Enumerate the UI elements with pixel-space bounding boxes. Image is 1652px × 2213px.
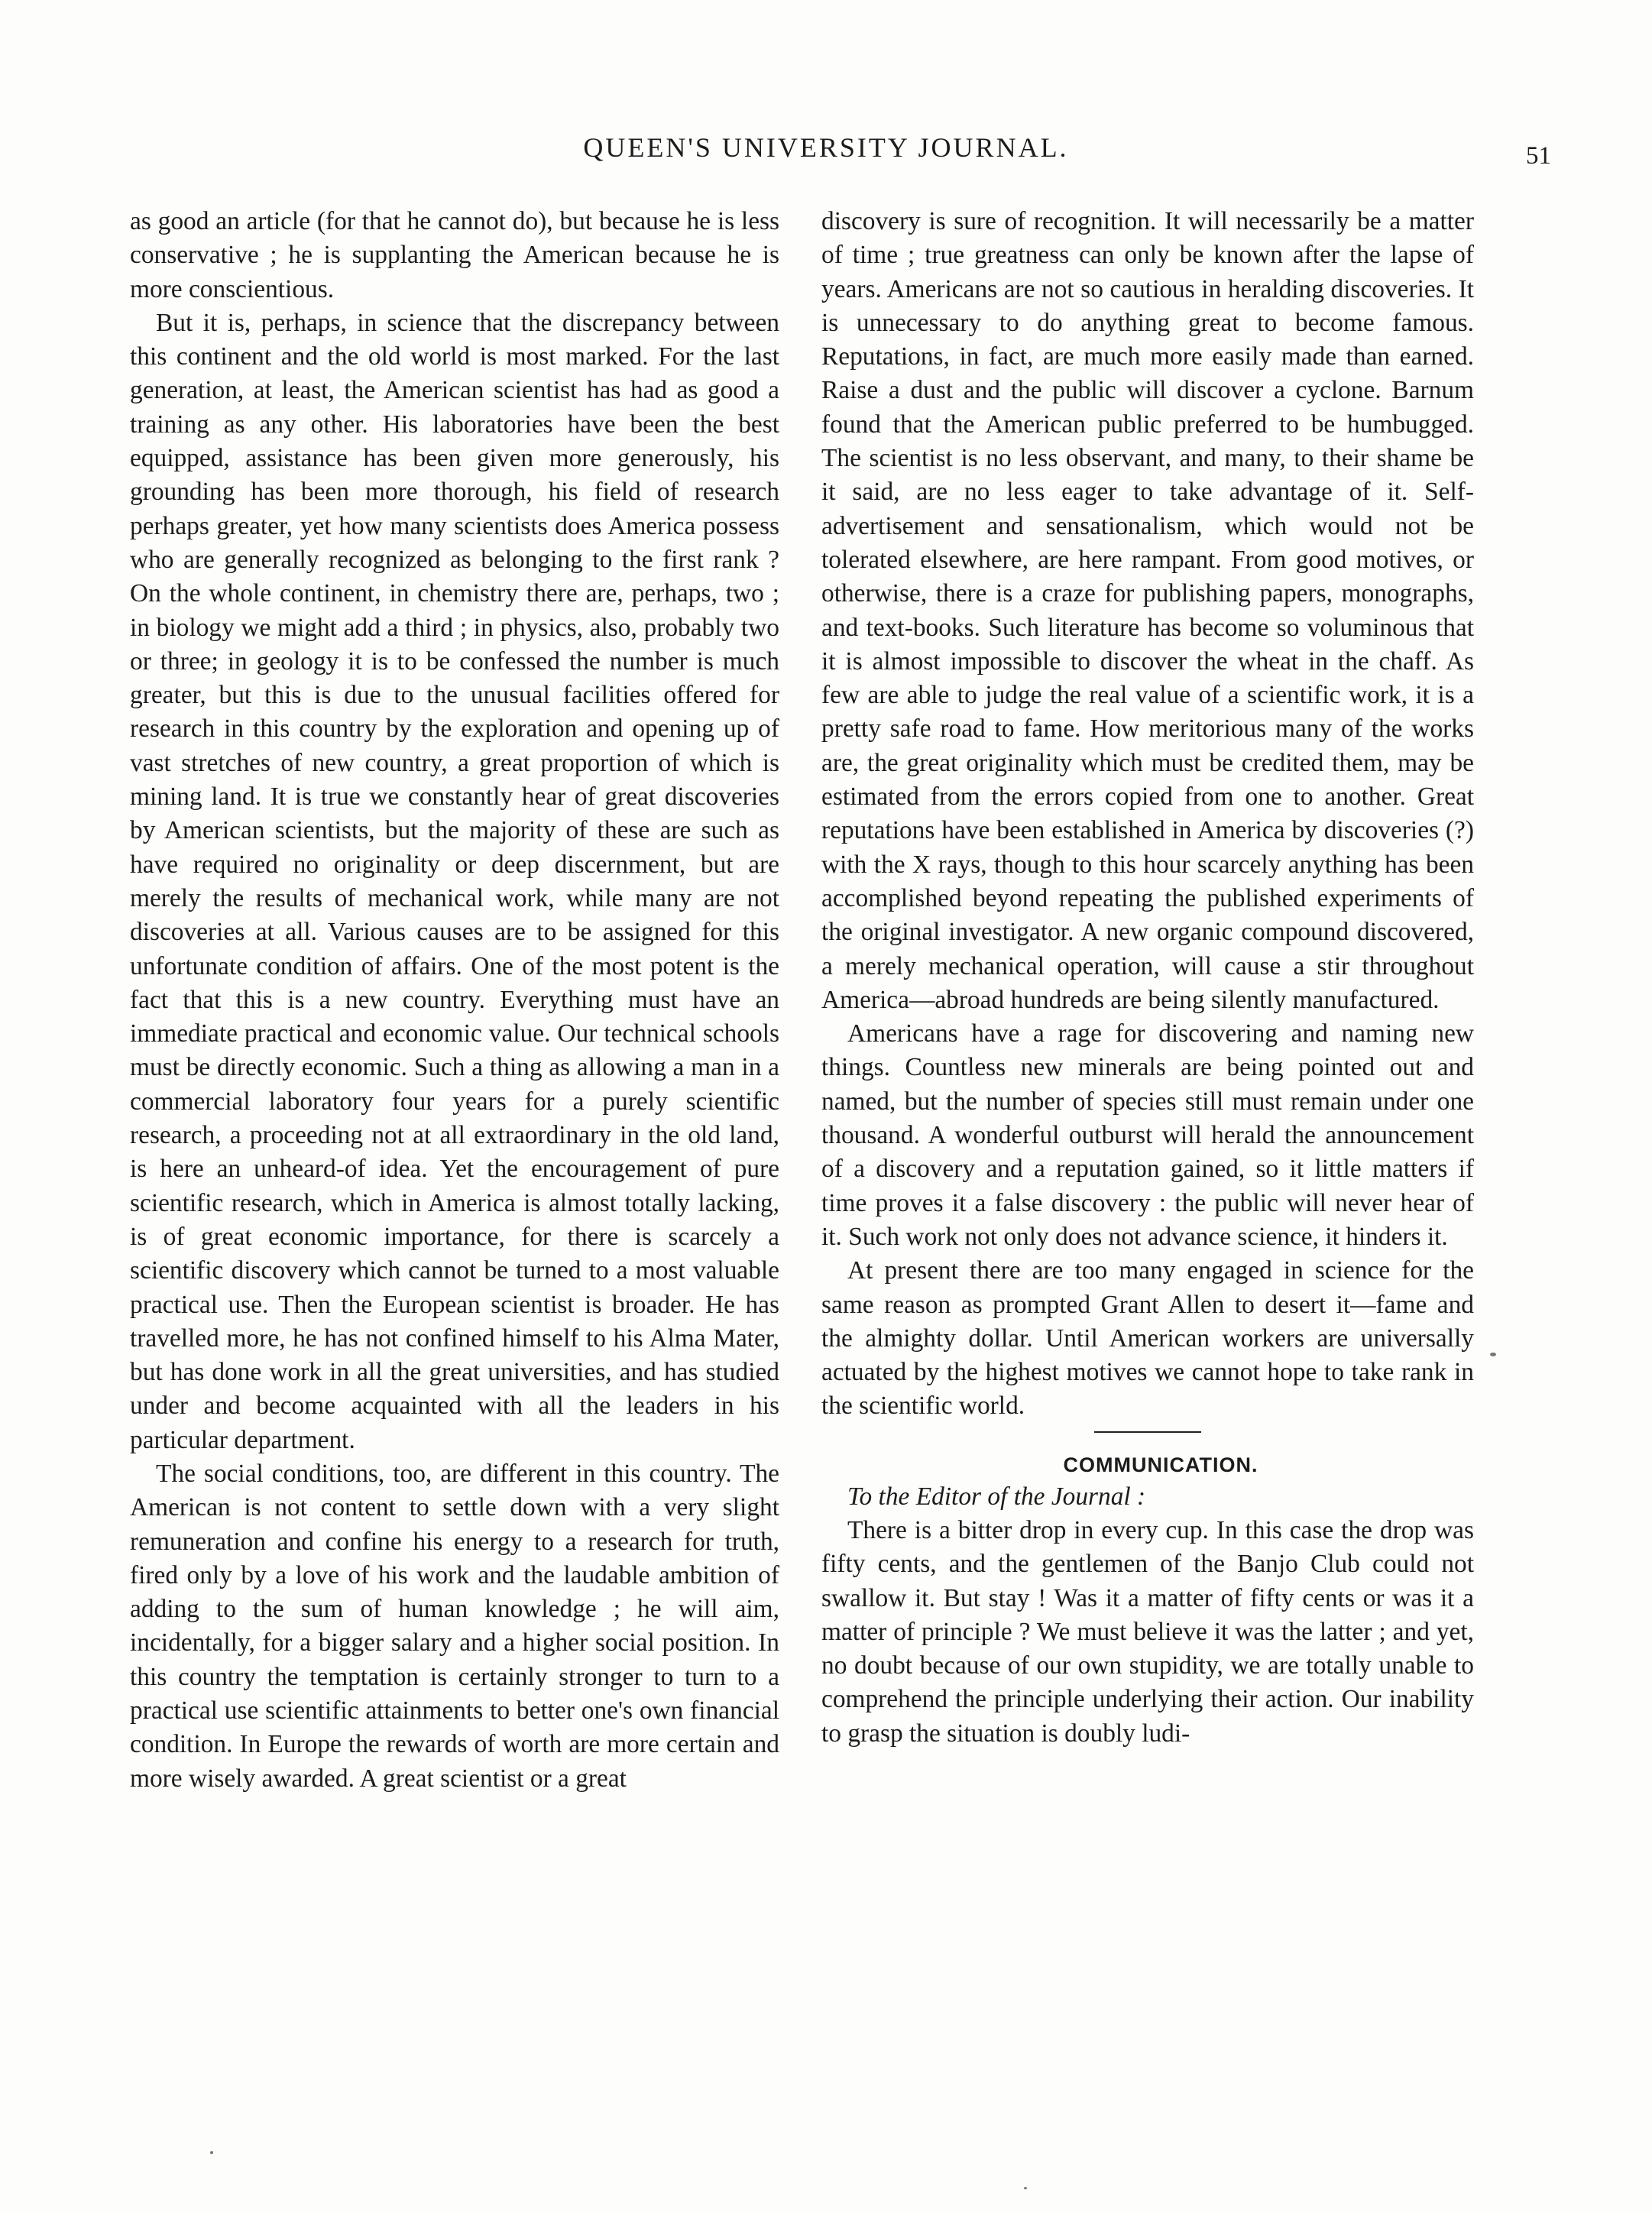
journal-title: QUEEN'S UNIVERSITY JOURNAL.	[583, 132, 1069, 163]
left-column	[130, 205, 779, 1796]
communication-heading: COMMUNICATION.	[1063, 1453, 1258, 1476]
letter-body: There is a bitter drop in every cup. In this case the drop was fifty cents, and the gentlemen of the Banjo Club could not swallow it. But stay ! Was it a matter of fifty cents or was it a matter of principle ? We must believe it was the latter ; and yet, no doubt because of our own stupidity, we are totally unable to comprehend the principle underlying their action. Our inability to grasp the situation is doubly ludi-	[821, 1515, 1474, 1748]
ink-speck	[1024, 2187, 1027, 2189]
paragraph-at-present: At present there are too many engaged in science for the same reason as prompted Grant Allen to desert it—fame and the almighty dollar. Until American workers are universally actuated by the highest motives we cannot hope to take rank in the scientific world.	[821, 1256, 1474, 1421]
right-column	[821, 205, 1474, 1751]
paragraph-social-conditions: The social conditions, too, are different in this country. The American is not content to settle down with a very slight remuneration and confine his energy to a research for truth, fired only by a love of his work and the laudable ambition of adding to the sum of human knowledge ; he will aim, incidentally, for a bigger salary and a higher social position. In this country the temptation is certainly stronger to turn to a practical use scientific attainments to better one's own financial condition. In Europe the rewards of worth are more certain and more wisely awarded. A great scientist or a great	[130, 1459, 779, 1793]
ink-speck	[210, 2151, 213, 2154]
paragraph-naming-things: Americans have a rage for discovering and naming new things. Countless new minerals are being pointed out and named, but the number of species still must remain under one thousand. A wonderful outburst will herald the announcement of a discovery and a reputation gained, so it little matters if time proves it a false discovery : the public will never hear of it. Such work not only does not advance science, it hinders it.	[821, 1019, 1474, 1251]
page-number: 51	[1526, 142, 1551, 170]
letter-salutation: To the Editor of the Journal :	[847, 1482, 1146, 1511]
paragraph-continued: as good an article (for that he cannot do), but because he is less conservative ; he is supplanting the American because he is more conscientious.	[130, 207, 779, 303]
paragraph-recognition: discovery is sure of recognition. It will necessarily be a matter of time ; true greatness can only be known after the lapse of years. Americans are not so cautious in heralding discoveries. It is unnecessary to do anything great to become famous. Reputations, in fact, are much more easily made than earned. Raise a dust and the public will discover a cyclone. Barnum found that the American public preferred to be humbugged. The scientist is no less observant, and many, to their shame be it said, are no less eager to take advantage of it. Self-advertisement and sensationalism, which would not be tolerated elsewhere, are here rampant. From good motives, or otherwise, there is a craze for publishing papers, monographs, and text-books. Such literature has become so voluminous that it is almost impossible to discover the wheat in the chaff. As few are able to judge the real value of a scientific work, it is a pretty safe road to fame. How meritorious many of the works are, the great originality which must be credited them, may be estimated from the errors copied from one to another. Great reputations have been established in America by discoveries (?) with the X rays, though to this hour scarcely anything has been accomplished beyond repeating the published experiments of the original investigator. A new organic compound discovered, a merely mechanical operation, will cause a stir throughout America—abroad hundreds are being silently manufactured.	[821, 207, 1474, 1014]
paragraph-science-discrepancy: But it is, perhaps, in science that the discrepancy between this continent and the old world is most marked. For the last generation, at least, the American scientist has had as good a training as any other. His laboratories have been the best equipped, assistance has been given more generously, his grounding has been more thorough, his field of research perhaps greater, yet how many scientists does America possess who are generally recognized as belonging to the first rank ? On the whole continent, in chemistry there are, perhaps, two ; in biology we might add a third ; in physics, also, probably two or three; in geology it is to be confessed the number is much greater, but this is due to the unusual facilities offered for research in this country by the exploration and opening up of vast stretches of new country, a great proportion of which is mining land. It is true we constantly hear of great discoveries by American scientists, but the majority of these are such as have required no originality or deep discernment, but are merely the results of mechanical work, while many are not discoveries at all. Various causes are to be assigned for this unfortunate condition of affairs. One of the most potent is the fact that this is a new country. Everything must have an immediate practical and economic value. Our technical schools must be directly economic. Such a thing as allowing a man in a commercial laboratory four years for a purely scientific research, a proceeding not at all extraordinary in the old land, is here an unheard-of idea. Yet the encouragement of pure scientific research, which in America is almost totally lacking, is of great economic importance, for there is scarcely a scientific discovery which cannot be turned to a most valuable practical use. Then the European scientist is broader. He has travelled more, he has not confined himself to his Alma Mater, but has done work in all the great universities, and has studied under and become acquainted with all the leaders in his particular department.	[130, 308, 779, 1454]
ink-speck	[1490, 1353, 1496, 1356]
section-divider	[1094, 1431, 1201, 1433]
